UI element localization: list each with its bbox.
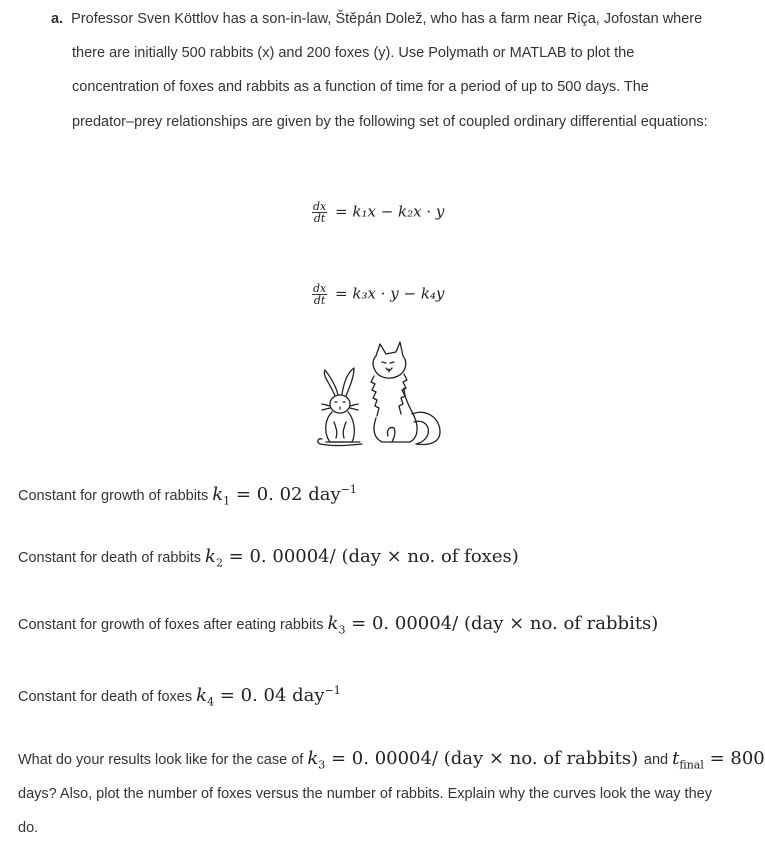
- constant-label: Constant for death of rabbits: [18, 550, 201, 566]
- rabbit-ear-left: [324, 370, 338, 396]
- constant-k2: [18, 547, 519, 574]
- constant-value: = 0. 00004/: [228, 546, 336, 567]
- constant-math: [327, 613, 659, 637]
- intro-text-3: concentration of foxes and rabbits as a function of time for a period of up to 500 days. The: [72, 79, 649, 95]
- fraction-denominator: dt: [313, 212, 326, 225]
- t-value: = 800: [709, 748, 765, 769]
- constant-math: [205, 546, 519, 570]
- fraction-numerator: dx: [313, 282, 327, 295]
- problem-line-1: [51, 9, 702, 29]
- sketch-svg: [300, 338, 450, 450]
- constant-units: (day × no. of rabbits): [463, 613, 659, 634]
- constant-math: [212, 483, 357, 508]
- constant-units: (day × no. of foxes): [341, 546, 519, 567]
- constant-exponent: −1: [340, 483, 357, 496]
- question-k3-math: [307, 748, 644, 772]
- constant-label: Constant for growth of foxes after eating rabbits: [18, 617, 324, 633]
- fraction-numerator: dx: [313, 200, 327, 213]
- fox-head: [373, 342, 406, 378]
- constant-math: [196, 684, 341, 709]
- constant-symbol: k: [327, 613, 339, 634]
- constant-k4: [18, 681, 341, 713]
- derivative-fraction: [312, 283, 327, 306]
- k-value: = 0. 00004/: [331, 748, 439, 769]
- constant-k3: [18, 614, 658, 641]
- constant-label: Constant for growth of rabbits: [18, 488, 209, 504]
- equation-rhs: = k₁x − k₂x · y: [335, 202, 445, 221]
- t-subscript: final: [679, 758, 704, 772]
- constant-index: 4: [207, 695, 215, 709]
- constant-symbol: k: [196, 685, 208, 706]
- question-tfinal-math: [672, 748, 765, 772]
- constant-symbol: k: [212, 484, 224, 505]
- intro-text-1: Professor Sven Köttlov has a son-in-law, Štěpán Dolež, who has a farm near Riça, Jofostan where: [71, 11, 703, 27]
- constant-exponent: −1: [324, 684, 341, 697]
- item-label: a.: [51, 11, 64, 27]
- constant-index: 1: [223, 494, 231, 508]
- constant-index: 3: [338, 623, 346, 637]
- question-line-2: days? Also, plot the number of foxes versus the number of rabbits. Explain why the curves look the way they: [18, 786, 712, 802]
- equation-1: [312, 201, 444, 224]
- rabbit-body: [326, 412, 355, 442]
- fox-body: [374, 388, 417, 442]
- question-line-1: [18, 749, 765, 776]
- equation-rhs: = k₃x · y − k₄y: [335, 284, 445, 303]
- constant-label: Constant for death of foxes: [18, 689, 193, 705]
- rabbit-head: [330, 395, 350, 413]
- and-word: and: [643, 752, 669, 768]
- constant-symbol: k: [205, 546, 216, 567]
- rabbit-ear-right: [342, 368, 354, 396]
- derivative-fraction: [312, 201, 327, 224]
- constant-k1: [18, 480, 357, 512]
- equation-2: [312, 283, 444, 306]
- constant-index: 2: [215, 556, 223, 570]
- constant-value: = 0. 02 day: [235, 484, 341, 505]
- constant-value: = 0. 00004/: [351, 613, 459, 634]
- fox-tail: [412, 412, 440, 444]
- k-index: 3: [318, 758, 326, 772]
- intro-text-4: predator–prey relationships are given by the following set of coupled ordinary differential equations:: [72, 114, 708, 130]
- k-units: (day × no. of rabbits): [443, 748, 639, 769]
- fraction-denominator: dt: [313, 294, 326, 307]
- constant-value: = 0. 04 day: [219, 685, 325, 706]
- rabbit-and-fox-sketch: [300, 338, 450, 454]
- question-text: What do your results look like for the case of: [18, 752, 304, 768]
- t-symbol: t: [672, 748, 680, 769]
- k-symbol: k: [307, 748, 319, 769]
- question-line-3: do.: [18, 820, 39, 836]
- intro-text-2: there are initially 500 rabbits (x) and 200 foxes (y). Use Polymath or MATLAB to plot the: [72, 45, 635, 61]
